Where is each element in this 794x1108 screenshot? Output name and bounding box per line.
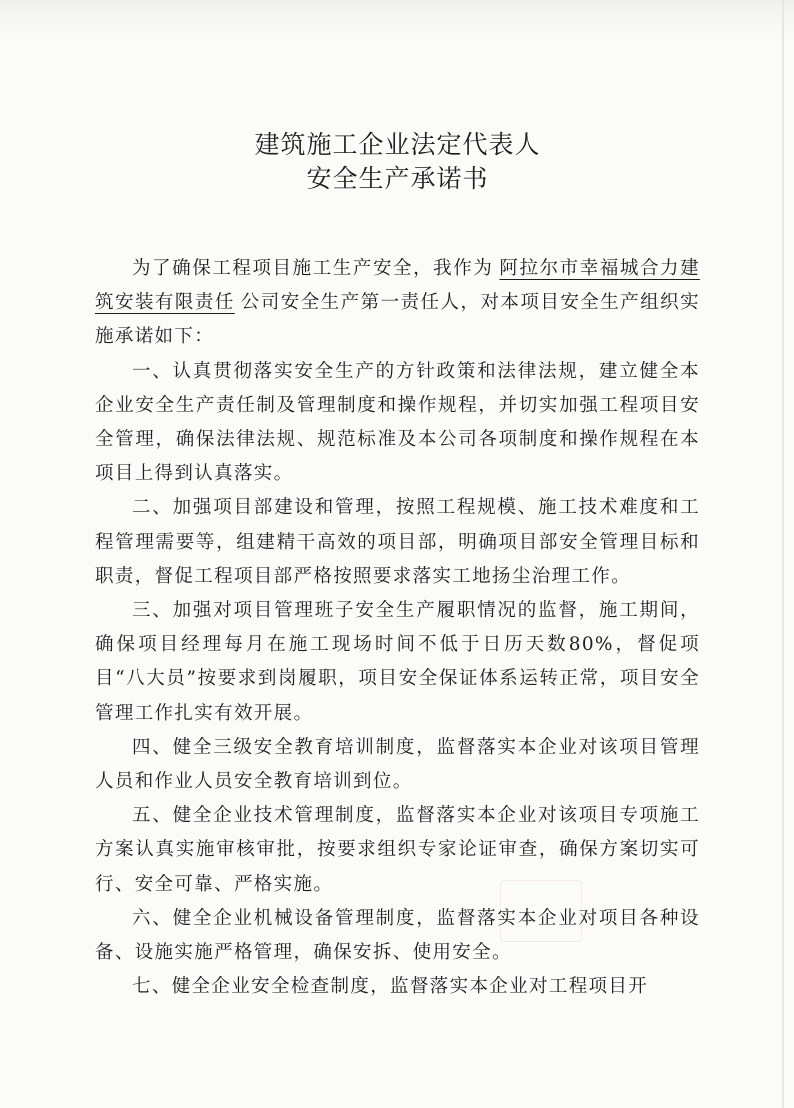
document-page [95, 128, 700, 1004]
intro-prefix: 为了确保工程项目施工生产安全，我作为 [132, 258, 494, 279]
commitment-paragraph-7: 七、健全企业安全检查制度，监督落实本企业对工程项目开 [132, 976, 649, 998]
commitment-paragraph-3: 三、加强对项目管理班子安全生产履职情况的监督，施工期间，确保项目经理每月在施工现场时间不低于日历天数80%，督促项目“八大员”按要求到岗履职，项目安全保证体系运转正常，项目安全管理工作扎实有效开展。 [95, 600, 700, 724]
commitment-paragraph-6: 六、健全企业机械设备管理制度，监督落实本企业对项目各种设备、设施实施严格管理，确保安拆、使用安全。 [95, 907, 700, 964]
intro-paragraph [95, 252, 700, 355]
title-block [95, 128, 700, 196]
company-name-field: 阿拉尔市幸福城合力建筑安装有限责任 [95, 258, 700, 314]
scan-edge-line [782, 0, 784, 1108]
intro-suffix: 公司安全生产第一责任人，对本项目安全生产组织实施承诺如下： [95, 292, 700, 348]
commitment-paragraph-2: 二、加强项目部建设和管理，按照工程规模、施工技术难度和工程管理需要等，组建精干高效的项目部，明确项目部安全管理目标和职责，督促工程项目部严格按照要求落实工地扬尘治理工作。 [95, 497, 700, 587]
scan-shadow [0, 0, 794, 40]
commitment-paragraph-5: 五、健全企业技术管理制度，监督落实本企业对该项目专项施工方案认真实施审核审批，按要求组织专家论证审查，确保方案切实可行、安全可靠、严格实施。 [95, 805, 700, 895]
document-title-line-2: 安全生产承诺书 [306, 164, 489, 193]
commitment-paragraph-1: 一、认真贯彻落实安全生产的方针政策和法律法规，建立健全本企业安全生产责任制及管理制度和操作规程，并切实加强工程项目安全管理，确保法律法规、规范标准及本公司各项制度和操作规程在本项目上得到认真落实。 [95, 360, 700, 485]
document-title-line-1: 建筑施工企业法定代表人 [254, 130, 541, 159]
commitment-paragraph-4: 四、健全三级安全教育培训制度，监督落实本企业对该项目管理人员和作业人员安全教育培训到位。 [95, 736, 700, 793]
